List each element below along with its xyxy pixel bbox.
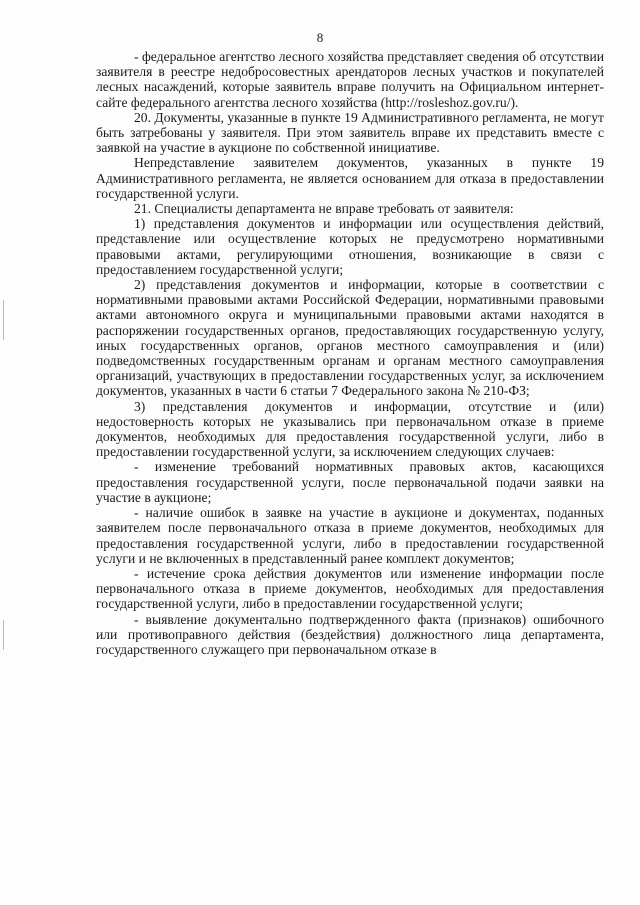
paragraph-21: 21. Специалисты департамента не вправе требовать от заявителя: [134, 201, 514, 217]
paragraph-exception-requirements: - изменение требований нормативных правовых актов, касающихся предоставления государственной услуги, после первоначальной подачи заявки на участие в аукционе; [96, 459, 604, 505]
paragraph-21-item-2: 2) представления документов и информации, которые в соответствии с нормативными правовыми актами Российской Федерации, нормативными правовыми актами автономного округа и муниципальными правовыми актами находятся в распоряжении государственных органов, предоставляющих государственную услугу, иных государственных органов, органов местного самоуправления и (или) подведомственных государственным органам и органам местного самоуправления организаций, участвующих в предоставлении государственных услуг, за исключением документов, указанных в части 6 статьи 7 Федерального закона № 210-ФЗ; [96, 277, 604, 399]
paragraph-21-item-3: 3) представления документов и информации, отсутствие и (или) недостоверность которых не указывались при первоначальном отказе в приеме документов, необходимых для предоставления государственной услуги, либо в предоставлении государственной услуги, за исключением следующих случаев: [96, 398, 604, 460]
scan-edge-mark [3, 620, 4, 650]
paragraph-21-item-1: 1) представления документов и информации или осуществления действий, представление или осуществление которых не предусмотрено нормативными правовыми актами, регулирующими отношения, возникающие в связи с предоставлением государственной услуги; [96, 216, 604, 277]
paragraph-exception-errors: - наличие ошибок в заявке на участие в аукционе и документах, поданных заявителем после первоначального отказа в приеме документов, необходимых для предоставления государственной услуги, либо в предоставлении государственной услуги и не включенных в представленный ранее комплект документов; [96, 505, 604, 566]
paragraph-20: 20. Документы, указанные в пункте 19 Административного регламента, не могут быть затребованы у заявителя. При этом заявитель вправе их представить вместе с заявкой на участие в аукционе по собственной инициативе. [96, 109, 604, 156]
paragraph-exception-expiry: - истечение срока действия документов или изменение информации после первоначального отказа в приеме документов, необходимых для предоставления государственной услуги, либо в предоставлении государственной услуги; [96, 565, 604, 612]
paragraph-rosleshoz: - федеральное агентство лесного хозяйства представляет сведения об отсутствии заявителя в реестре недобросовестных арендаторов лесных участков и покупателей лесных насаждений, которые заявитель вправе получить на Официальном интернет-сайте федерального агентства лесного хозяйства (http://rosleshoz.gov.ru/). [96, 49, 604, 110]
paragraph-exception-misconduct: - выявление документально подтвержденного факта (признаков) ошибочного или противоправного действия (бездействия) должностного лица департамента, государственного служащего при первоначальном отказе в [96, 611, 604, 657]
page-number: 8 [316, 30, 324, 45]
document-body [96, 49, 604, 657]
paragraph-nonsubmission: Непредставление заявителем документов, указанных в пункте 19 Административного регламента, не является основанием для отказа в предоставлении государственной услуги. [96, 155, 604, 201]
scan-edge-mark [3, 300, 4, 340]
